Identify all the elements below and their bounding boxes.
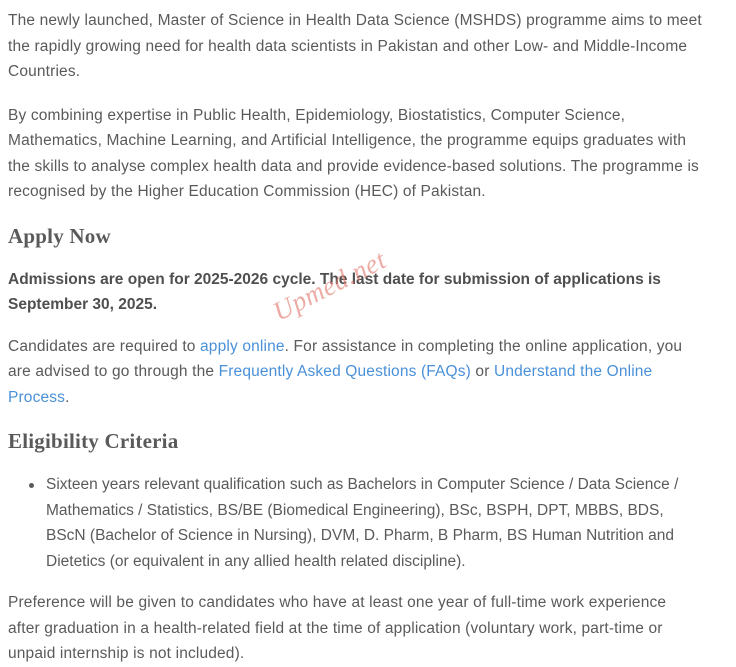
- apply-online-link[interactable]: apply online: [200, 337, 285, 355]
- candidates-instructions: [8, 334, 702, 411]
- list-item: Sixteen years relevant qualification such as Bachelors in Computer Science / Data Science / Mathematics / Statistics, BS/BE (Biomedical Engineering), BSc, BSPH, DPT, MBBS, BDS, BScN (Bachelor of Science in Nursing), DVM, D. Pharm, B Pharm, BS Human Nutrition and Dietetics (or equivalent in any allied health related discipline).: [46, 472, 702, 574]
- candidates-text-part-3: or: [470, 363, 494, 380]
- admissions-note: Admissions are open for 2025-2026 cycle. The last date for submission of applications is September 30, 2025.: [8, 270, 661, 313]
- watermark-text: Upmed.net: [268, 244, 391, 327]
- candidates-text-part-1: Candidates are required to: [8, 337, 201, 355]
- eligibility-bullet-list: [8, 472, 702, 574]
- preference-note: Preference will be given to candidates who have at least one year of full-time work experience after graduation in a health-related field at the time of application (voluntary work, part-time or unpaid internship is not included).: [8, 594, 667, 662]
- apply-now-heading: Apply Now: [8, 223, 111, 248]
- understand-online-process-link[interactable]: Understand the Online Process: [8, 363, 653, 406]
- candidates-text-part-4: .: [65, 388, 70, 406]
- eligibility-criteria-heading: Eligibility Criteria: [8, 429, 179, 453]
- candidates-text-part-2: . For assistance in completing the online application, you are advised to go through the: [8, 337, 683, 380]
- intro-paragraph-2: By combining expertise in Public Health, Epidemiology, Biostatistics, Computer Science, Mathematics, Machine Learning, and Artificial Intelligence, the programme equips graduates with the skills to analyse complex health data and provide evidence-based solutions. The programme is recognised by the Higher Education Commission (HEC) of Pakistan.: [8, 106, 699, 200]
- intro-paragraph-1: The newly launched, Master of Science in Health Data Science (MSHDS) programme aims to meet the rapidly growing need for health data scientists in Pakistan and other Low- and Middle-Income Countries.: [8, 12, 702, 80]
- faqs-link[interactable]: Frequently Asked Questions (FAQs): [218, 363, 471, 380]
